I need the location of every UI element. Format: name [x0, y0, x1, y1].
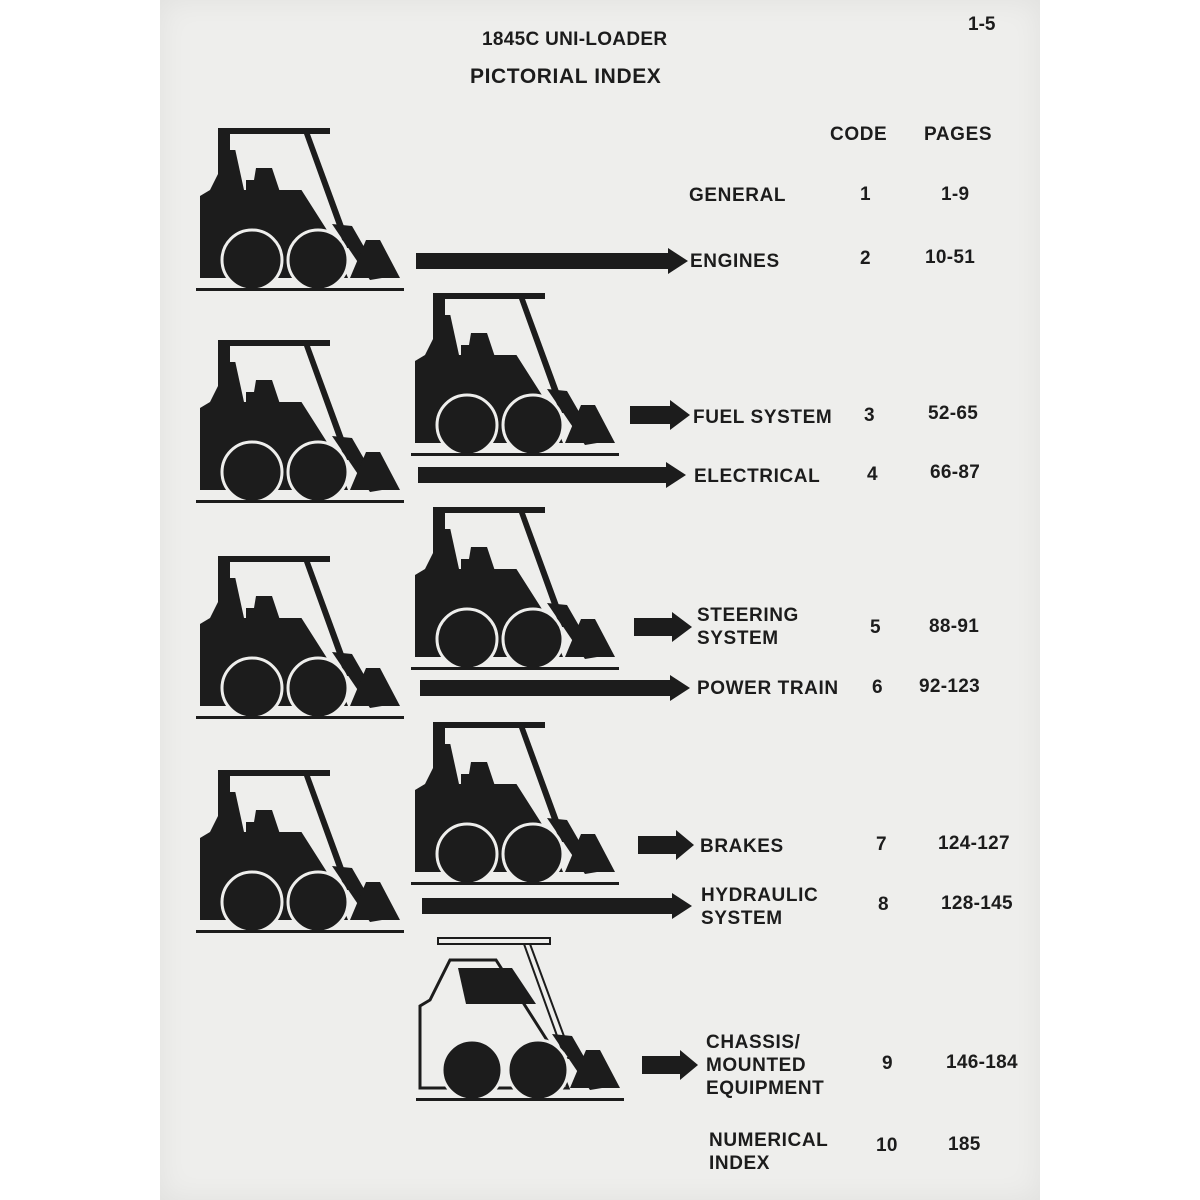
- row-code: 6: [872, 677, 883, 698]
- row-code: 9: [882, 1053, 893, 1074]
- row-label-steering-system: STEERING SYSTEM: [697, 605, 799, 649]
- row-label-fuel-system: FUEL SYSTEM: [693, 407, 833, 428]
- row-pages: 146-184: [946, 1052, 1018, 1073]
- row-code: 8: [878, 894, 889, 915]
- row-label-numerical-index: NUMERICAL INDEX: [709, 1130, 829, 1174]
- row-pages: 10-51: [925, 247, 976, 268]
- row-pages: 52-65: [928, 403, 979, 424]
- arrow-right-icon: [634, 612, 692, 642]
- row-code: 2: [860, 248, 871, 269]
- skid-steer-loader-silhouette-icon: [196, 770, 404, 933]
- arrow-right-icon: [422, 893, 692, 919]
- row-label-electrical: ELECTRICAL: [694, 466, 821, 487]
- skid-steer-loader-silhouette-icon: [411, 722, 619, 885]
- arrow-right-icon: [420, 675, 690, 701]
- column-header-pages: PAGES: [924, 124, 993, 145]
- row-pages: 66-87: [930, 462, 981, 483]
- row-pages: 88-91: [929, 616, 980, 637]
- document-title: 1845C UNI-LOADER: [482, 29, 668, 50]
- row-label-chassis-mounted-equipment: CHASSIS/ MOUNTED EQUIPMENT: [706, 1032, 825, 1099]
- row-label-general: GENERAL: [689, 185, 787, 206]
- row-pages: 92-123: [919, 676, 980, 697]
- skid-steer-loader-outline-icon: [416, 938, 624, 1101]
- row-label-hydraulic-system: HYDRAULIC SYSTEM: [701, 885, 819, 929]
- arrow-right-icon: [642, 1050, 698, 1080]
- row-code: 3: [864, 405, 875, 426]
- skid-steer-loader-silhouette-icon: [196, 340, 404, 503]
- row-label-power-train: POWER TRAIN: [697, 678, 839, 699]
- arrow-right-icon: [416, 248, 688, 274]
- skid-steer-loader-silhouette-icon: [411, 507, 619, 670]
- row-pages: 185: [948, 1134, 981, 1155]
- skid-steer-loader-silhouette-icon: [411, 293, 619, 456]
- skid-steer-loader-silhouette-icon: [196, 128, 404, 291]
- arrow-right-icon: [418, 462, 686, 488]
- skid-steer-loader-silhouette-icon: [196, 556, 404, 719]
- row-code: 4: [867, 464, 878, 485]
- row-pages: 128-145: [941, 893, 1013, 914]
- row-code: 10: [876, 1135, 898, 1156]
- page-number: 1-5: [968, 14, 996, 35]
- arrow-right-icon: [630, 400, 690, 430]
- arrow-right-icon: [638, 830, 694, 860]
- row-code: 1: [860, 184, 871, 205]
- row-label-brakes: BRAKES: [700, 836, 784, 857]
- column-header-code: CODE: [830, 124, 888, 145]
- row-pages: 1-9: [941, 184, 970, 205]
- row-code: 5: [870, 617, 881, 638]
- document-subtitle: PICTORIAL INDEX: [470, 65, 662, 88]
- row-pages: 124-127: [938, 833, 1010, 854]
- row-code: 7: [876, 834, 887, 855]
- row-label-engines: ENGINES: [690, 251, 780, 272]
